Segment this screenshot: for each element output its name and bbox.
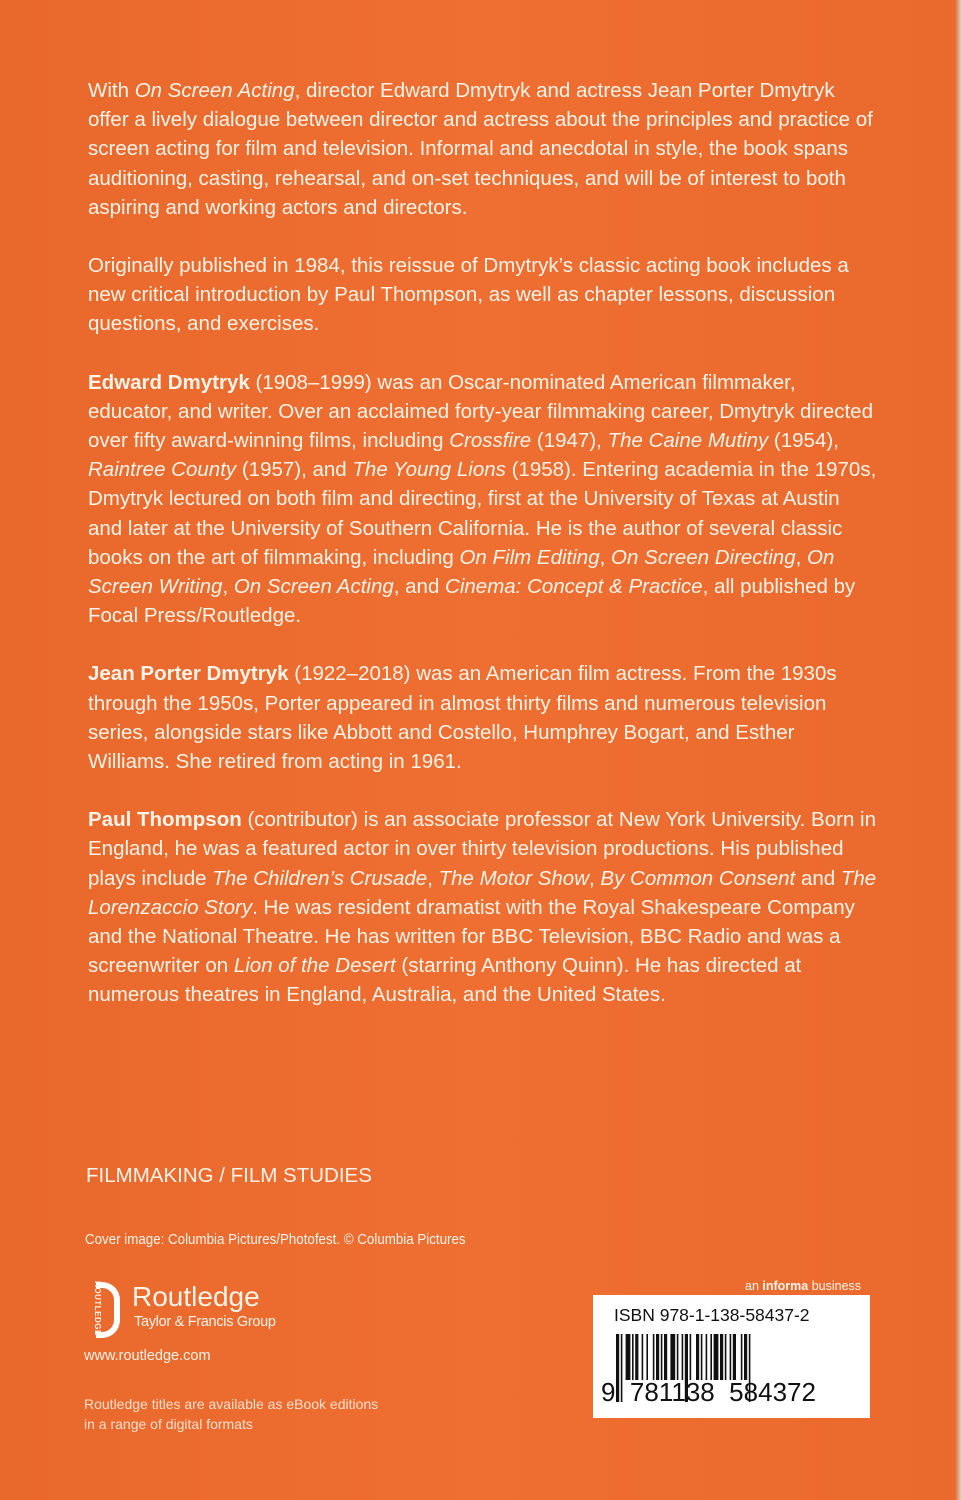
barcode-bar bbox=[632, 1334, 634, 1380]
title-text: Crossfire bbox=[449, 429, 532, 453]
text-segment: , all published by Focal Press/Routledge. bbox=[88, 575, 856, 628]
title-text: Lion of the Desert bbox=[233, 954, 396, 978]
barcode-bar bbox=[744, 1334, 747, 1380]
routledge-logo bbox=[84, 1282, 276, 1340]
cover-edge bbox=[955, 0, 961, 1500]
text-segment: (starring Anthony Quinn). He has directed at numerous theatres in England, Australia, and the United States. bbox=[88, 954, 802, 1007]
text-segment: Originally published in 1984, this reissue of Dmytryk’s classic acting book includes a new critical introduction by Paul Thompson, as well as chapter lessons, discussion questions, and exercises. bbox=[88, 254, 849, 336]
title-text: On Screen Acting bbox=[233, 575, 394, 599]
title-text: On Screen Writing bbox=[88, 545, 835, 599]
barcode-bar bbox=[730, 1334, 732, 1380]
logo-vertical-text: ROUTLEDGE bbox=[92, 1281, 102, 1336]
text-segment: . He was resident dramatist with the Royal Shakespeare Company and the National Theatre. He has written for BBC Television, BBC Radio and was a screenwriter on bbox=[88, 895, 855, 978]
barcode-bar bbox=[720, 1334, 723, 1380]
publisher-group: Taylor & Francis Group bbox=[134, 1314, 276, 1330]
text-segment: , bbox=[599, 545, 612, 569]
barcode-bar bbox=[733, 1334, 736, 1380]
blurb-paragraph bbox=[88, 805, 878, 1009]
title-text: The Motor Show bbox=[438, 866, 590, 890]
text-segment: and bbox=[795, 866, 841, 890]
text-segment: (1922–2018) was an American film actress. From the 1930s through the 1950s, Porter appeared in almost thirty films and numerous television series, alongside stars like Abbott and Costello, Humphrey Bogart, and Esther Williams. She retired from acting in 1961. bbox=[88, 662, 837, 774]
barcode-bar bbox=[635, 1334, 638, 1380]
barcode-bar bbox=[725, 1334, 727, 1380]
title-text: On Screen Directing bbox=[611, 545, 796, 569]
barcode-bar bbox=[706, 1334, 708, 1380]
person-name: Edward Dmytryk bbox=[88, 370, 250, 394]
informa-post: business bbox=[808, 1279, 862, 1293]
title-text: Cinema: Concept & Practice bbox=[445, 575, 703, 599]
isbn-digits: 9 781138 584372 bbox=[601, 1377, 816, 1407]
text-segment: (1958). Entering academia in the 1970s, Dmytryk lectured on both film and directing, first at the University of Texas at Austin and later at the University of Southern California. He is the author of several classic books on the art of filmmaking, including bbox=[88, 458, 877, 569]
isbn-barcode bbox=[593, 1295, 870, 1418]
barcode-bar bbox=[677, 1334, 679, 1380]
routledge-r-icon bbox=[84, 1282, 128, 1340]
title-text: By Common Consent bbox=[600, 866, 796, 890]
barcode-bar bbox=[664, 1334, 667, 1380]
text-segment: (1947), bbox=[531, 429, 608, 453]
title-text: The Children’s Crusade bbox=[212, 866, 428, 890]
title-text: On Screen Acting bbox=[134, 79, 295, 102]
text-segment: (1954), bbox=[768, 429, 839, 453]
ebook-note: Routledge titles are available as eBook editions in a range of digital formats bbox=[84, 1396, 379, 1432]
barcode-bar bbox=[714, 1334, 719, 1380]
cover-credit: Cover image: Columbia Pictures/Photofest. © Columbia Pictures bbox=[85, 1232, 466, 1248]
text-segment: , bbox=[589, 866, 601, 890]
blurb-paragraph bbox=[88, 368, 878, 631]
barcode-bar bbox=[661, 1334, 663, 1380]
text-segment: (1957), and bbox=[236, 458, 353, 482]
barcode-bar bbox=[646, 1334, 648, 1380]
barcode-bar bbox=[741, 1334, 743, 1380]
informa-tagline bbox=[745, 1279, 861, 1293]
title-text: On Film Editing bbox=[459, 545, 600, 569]
subject-category: FILMMAKING / FILM STUDIES bbox=[86, 1164, 372, 1187]
barcode-bar bbox=[682, 1334, 684, 1380]
blurb-paragraph bbox=[88, 251, 878, 339]
barcode-bar bbox=[626, 1334, 631, 1380]
person-name: Paul Thompson bbox=[88, 808, 242, 832]
text-segment: , bbox=[222, 575, 234, 599]
barcode-bar bbox=[690, 1334, 692, 1380]
title-text: The Young Lions bbox=[352, 458, 506, 482]
person-name: Jean Porter Dmytryk bbox=[88, 662, 289, 686]
text-segment: , and bbox=[393, 575, 446, 599]
barcode-bar bbox=[710, 1334, 712, 1380]
title-text: The Lorenzaccio Story bbox=[88, 866, 877, 919]
text-segment: With bbox=[88, 79, 135, 102]
barcode-bar bbox=[642, 1334, 644, 1380]
barcode-bar bbox=[696, 1334, 699, 1380]
informa-pre: an bbox=[745, 1279, 763, 1293]
publisher-name: Routledge bbox=[132, 1281, 260, 1312]
title-text: Raintree County bbox=[88, 458, 237, 482]
text-segment: (1908–1999) was an Oscar-nominated American filmmaker, educator, and writer. Over an acclaimed forty-year filmmaking career, Dmytryk directed over fifty award-winning films, including bbox=[88, 370, 873, 453]
barcode-bar bbox=[653, 1334, 655, 1380]
barcode-bar bbox=[656, 1334, 659, 1380]
publisher-url[interactable]: www.routledge.com bbox=[84, 1348, 211, 1364]
text-segment: , director Edward Dmytryk and actress Jean Porter Dmytryk offer a lively dialogue between director and actress about the principles and practice of screen acting for film and television. Informal and anecdotal in style, the book spans auditioning, casting, rehearsal, and on-set techniques, and will be of interest to both aspiring and working actors and directors. bbox=[88, 79, 873, 219]
title-text: The Caine Mutiny bbox=[607, 429, 769, 453]
isbn-label: ISBN 978-1-138-58437-2 bbox=[614, 1305, 810, 1325]
informa-brand: informa bbox=[762, 1279, 809, 1293]
text-segment: , bbox=[795, 545, 808, 569]
blurb-paragraph bbox=[88, 659, 878, 776]
text-segment: (contributor) is an associate professor at New York University. Born in England, he was a featured actor in over thirty television productions. His published plays include bbox=[88, 808, 876, 890]
blurb-paragraph bbox=[88, 76, 878, 222]
barcode-bar bbox=[670, 1334, 675, 1380]
back-cover-blurb bbox=[88, 76, 878, 1039]
barcode-bar bbox=[701, 1334, 703, 1380]
text-segment: , bbox=[427, 866, 439, 890]
